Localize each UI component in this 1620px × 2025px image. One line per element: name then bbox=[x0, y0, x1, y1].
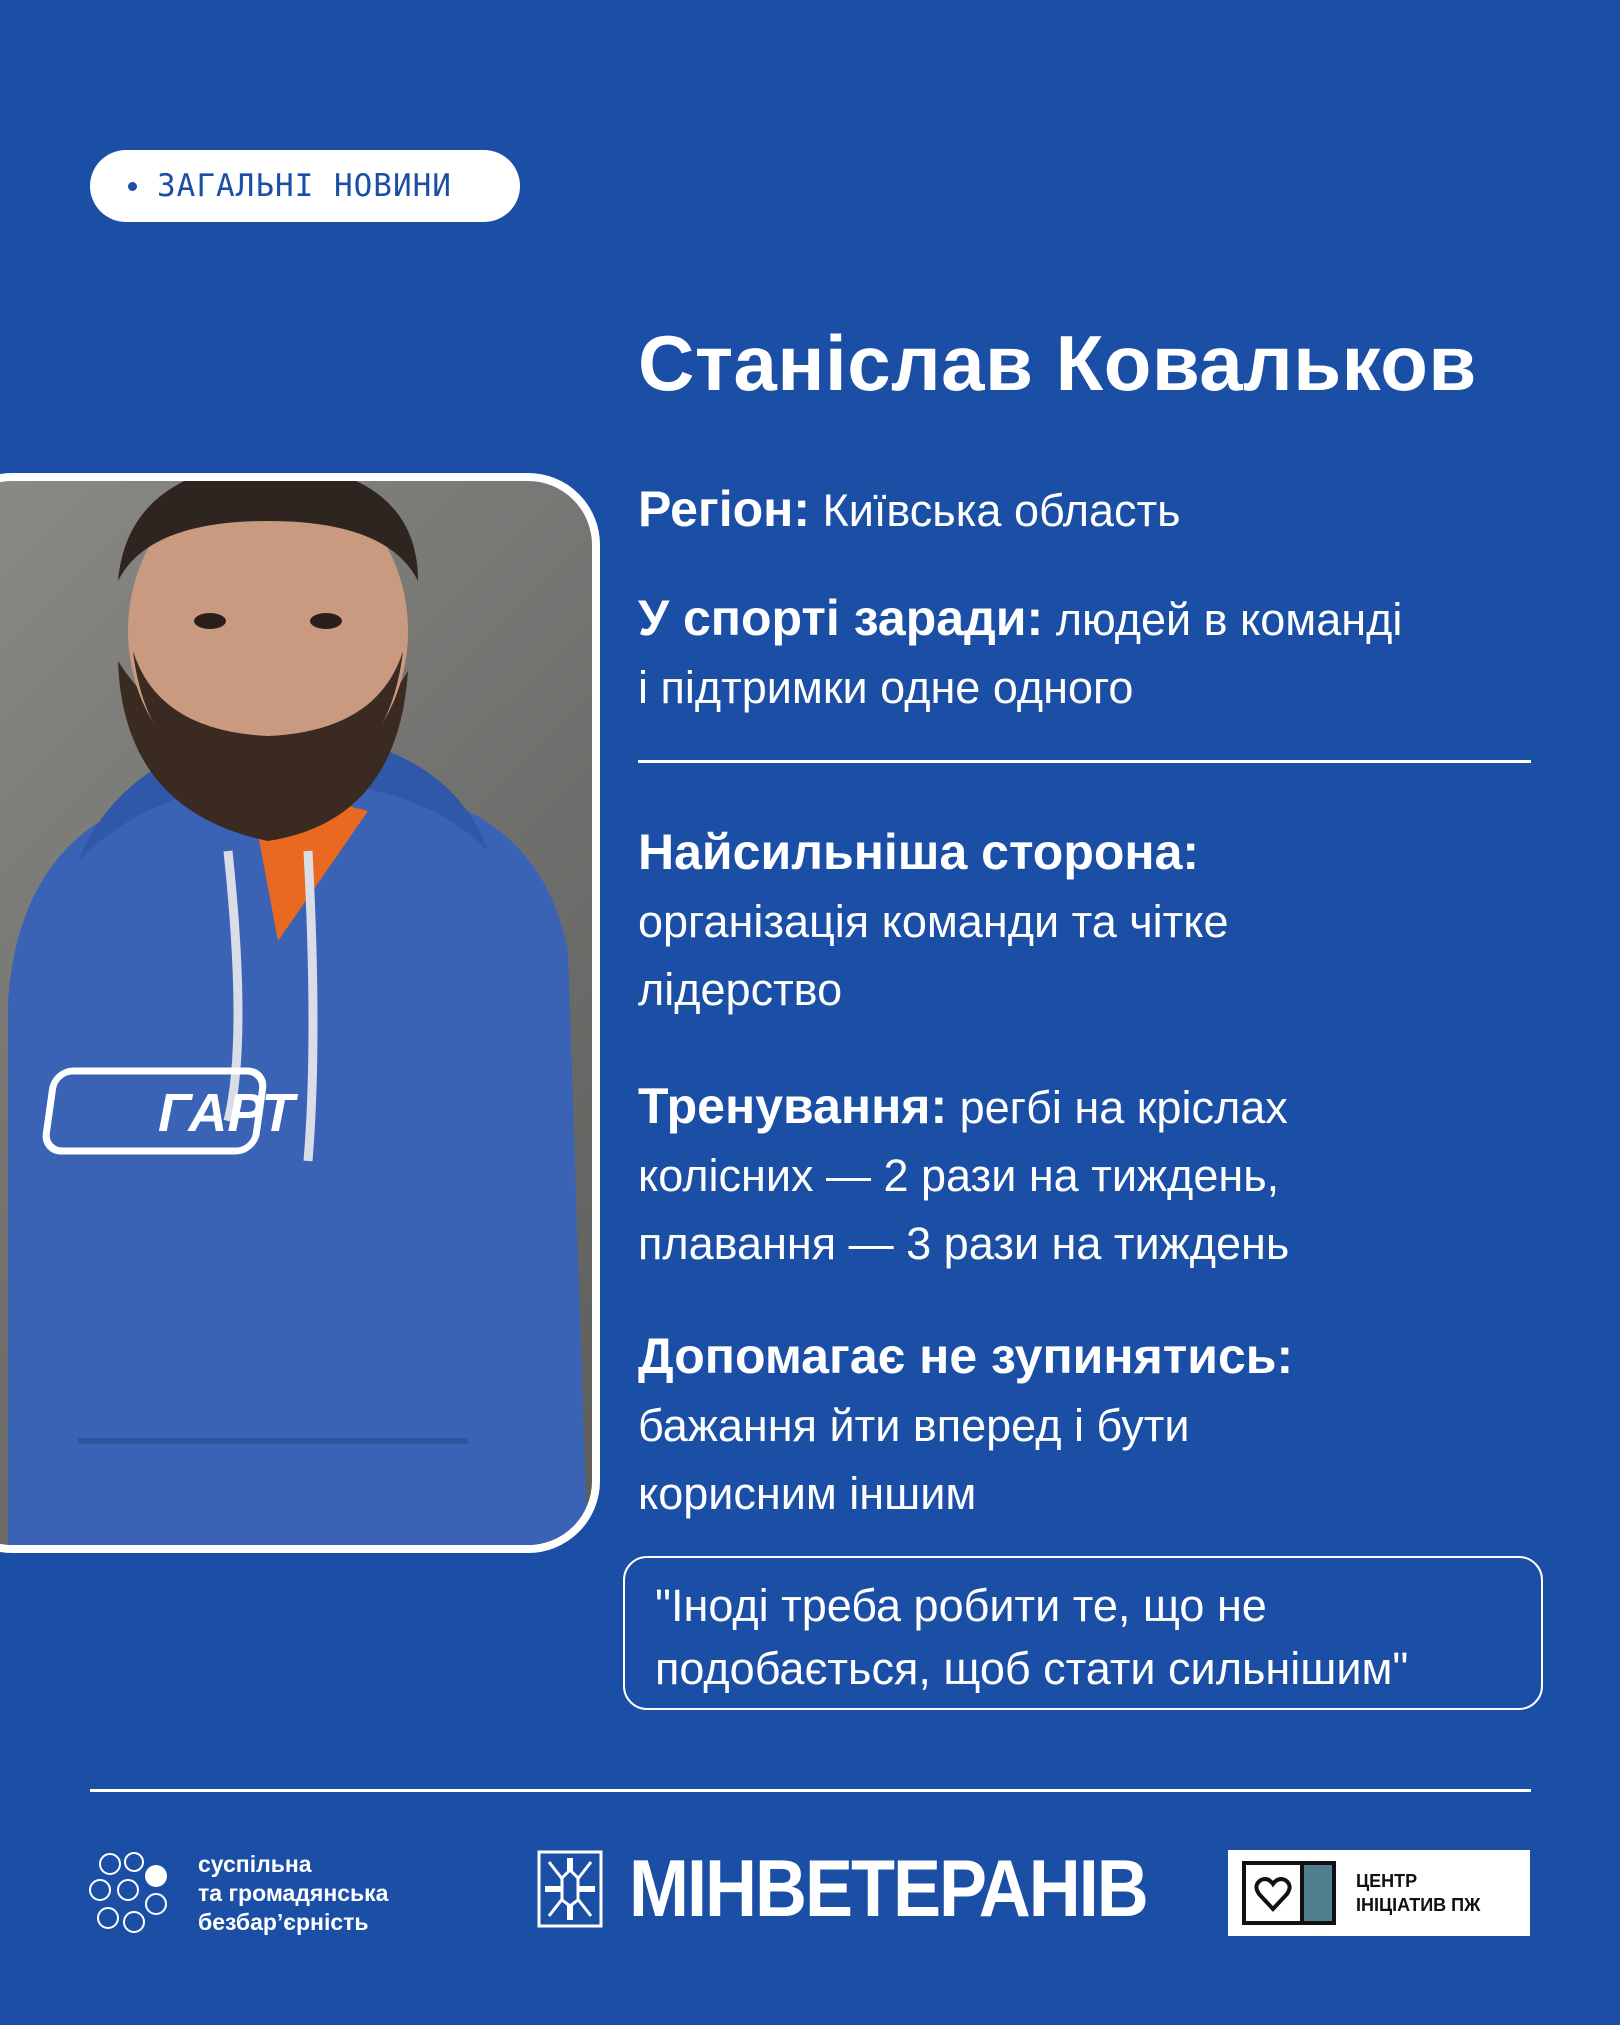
quote-line-1: "Іноді треба робити те, що не bbox=[655, 1580, 1267, 1631]
region-row bbox=[638, 475, 1538, 545]
person-name: Станіслав Ковальков bbox=[638, 319, 1477, 407]
motivation-row bbox=[638, 1322, 1538, 1528]
region-value: Київська область bbox=[822, 485, 1181, 536]
left-eye bbox=[194, 613, 226, 629]
sport-for-value-2: і підтримки одне одного bbox=[638, 662, 1134, 713]
right-eye bbox=[310, 613, 342, 629]
heart-box-icon bbox=[1242, 1861, 1336, 1925]
center-line-1: ЦЕНТР bbox=[1356, 1871, 1418, 1891]
bullet-dot bbox=[128, 182, 137, 191]
hoodie-logo-text: ГАРТ bbox=[158, 1083, 295, 1143]
region-label: Регіон: bbox=[638, 481, 811, 537]
sport-for-row bbox=[638, 584, 1538, 722]
motivation-value-2: корисним іншим bbox=[638, 1468, 977, 1519]
strongest-value-2: лідерство bbox=[638, 964, 843, 1015]
ministry-emblem-icon bbox=[535, 1848, 605, 1930]
accessibility-logo bbox=[88, 1850, 388, 1937]
footer-divider bbox=[90, 1789, 1531, 1792]
sport-for-label: У спорті заради: bbox=[638, 590, 1044, 646]
ssb-line-2: та громадянська bbox=[198, 1880, 389, 1906]
motivation-label: Допомагає не зупинятись: bbox=[638, 1328, 1294, 1384]
strongest-row bbox=[638, 818, 1538, 1024]
ministry-name: МІНВЕТЕРАНІВ bbox=[629, 1844, 1147, 1934]
section-divider bbox=[638, 760, 1531, 763]
strongest-label: Найсильніша сторона: bbox=[638, 824, 1200, 880]
person-illustration bbox=[0, 481, 600, 1553]
training-label: Тренування: bbox=[638, 1078, 948, 1134]
training-value-3: плавання — 3 рази на тиждень bbox=[638, 1218, 1290, 1269]
drawstring-right bbox=[308, 851, 313, 1161]
person-photo bbox=[0, 473, 600, 1553]
accessibility-logo-text bbox=[198, 1850, 388, 1937]
quote-box bbox=[623, 1556, 1543, 1710]
center-logo-text bbox=[1356, 1869, 1480, 1917]
ssb-line-3: безбар’єрність bbox=[198, 1909, 369, 1935]
ministry-logo bbox=[535, 1844, 1147, 1934]
ssb-line-1: суспільна bbox=[198, 1851, 312, 1877]
category-tag-label: ЗАГАЛЬНІ НОВИНИ bbox=[157, 168, 452, 204]
training-row bbox=[638, 1072, 1538, 1278]
motivation-value-1: бажання йти вперед і бути bbox=[638, 1400, 1190, 1451]
training-value-2: колісних — 2 рази на тиждень, bbox=[638, 1150, 1280, 1201]
quote-line-2: подобається, щоб стати сильнішим" bbox=[655, 1643, 1409, 1694]
circles-icon bbox=[88, 1852, 170, 1936]
category-tag[interactable] bbox=[90, 150, 520, 222]
training-value-1: регбі на кріслах bbox=[959, 1082, 1288, 1133]
sport-for-value-1: людей в команді bbox=[1055, 594, 1403, 645]
strongest-value-1: організація команди та чітке bbox=[638, 896, 1229, 947]
center-line-2: ІНІЦІАТИВ ПЖ bbox=[1356, 1895, 1481, 1915]
center-logo bbox=[1228, 1850, 1530, 1936]
